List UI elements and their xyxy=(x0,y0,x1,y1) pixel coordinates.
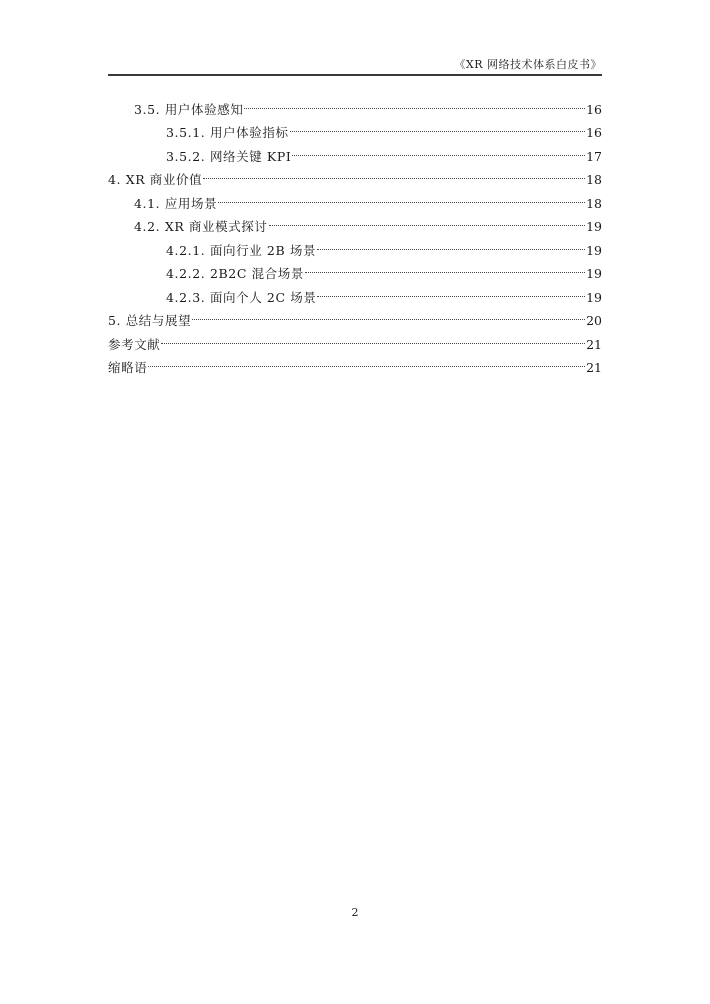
toc-entry-references[interactable] xyxy=(108,325,602,352)
toc-leader-dots xyxy=(317,231,585,255)
toc-entry-title: 4. XR 商业价值 xyxy=(108,172,203,187)
toc-entry-page: 16 xyxy=(586,125,602,140)
toc-entry-page: 19 xyxy=(586,219,602,234)
toc-leader-dots xyxy=(290,114,586,138)
toc-entry-page: 18 xyxy=(586,172,602,187)
table-of-contents xyxy=(108,90,602,375)
toc-entry-page: 19 xyxy=(586,242,602,258)
toc-entry-page: 19 xyxy=(586,266,602,281)
toc-leader-dots xyxy=(203,161,585,185)
toc-entry-title: 参考文献 xyxy=(108,336,161,352)
toc-entry-3-5[interactable] xyxy=(108,90,602,117)
toc-entry-title: 缩略语 xyxy=(108,360,148,375)
toc-entry-title: 4.2.1. 面向行业 2B 场景 xyxy=(166,242,317,258)
toc-leader-dots xyxy=(292,137,585,161)
toc-entry-abbreviations[interactable] xyxy=(108,349,602,373)
header-divider xyxy=(108,74,602,76)
toc-leader-dots xyxy=(218,184,585,208)
toc-entry-title: 3.5.2. 网络关键 KPI xyxy=(166,148,292,164)
toc-leader-dots xyxy=(161,325,585,349)
toc-entry-title: 4.2.3. 面向个人 2C 场景 xyxy=(166,289,317,305)
page-number: 2 xyxy=(351,906,359,919)
toc-entry-title: 3.5.1. 用户体验指标 xyxy=(166,125,289,140)
toc-entry-page: 19 xyxy=(586,289,602,305)
toc-leader-dots xyxy=(148,349,585,373)
toc-entry-page: 21 xyxy=(586,336,602,352)
toc-entry-page: 21 xyxy=(586,360,602,375)
toc-entry-title: 4.2.2. 2B2C 混合场景 xyxy=(166,266,304,281)
toc-leader-dots xyxy=(192,302,585,326)
toc-entry-title: 4.2. XR 商业模式探讨 xyxy=(134,219,268,234)
toc-entry-page: 17 xyxy=(586,148,602,164)
document-header-title: 《XR 网络技术体系白皮书》 xyxy=(454,58,602,71)
toc-entry-title: 5. 总结与展望 xyxy=(108,313,192,328)
toc-leader-dots xyxy=(317,278,585,302)
toc-entry-page: 20 xyxy=(586,313,602,328)
toc-leader-dots xyxy=(269,208,586,232)
toc-entry-title: 4.1. 应用场景 xyxy=(134,195,218,211)
toc-entry-title: 3.5. 用户体验感知 xyxy=(134,101,244,117)
toc-leader-dots xyxy=(305,255,585,279)
toc-entry-page: 18 xyxy=(586,195,602,211)
toc-entry-page: 16 xyxy=(586,101,602,117)
toc-leader-dots xyxy=(244,90,585,114)
